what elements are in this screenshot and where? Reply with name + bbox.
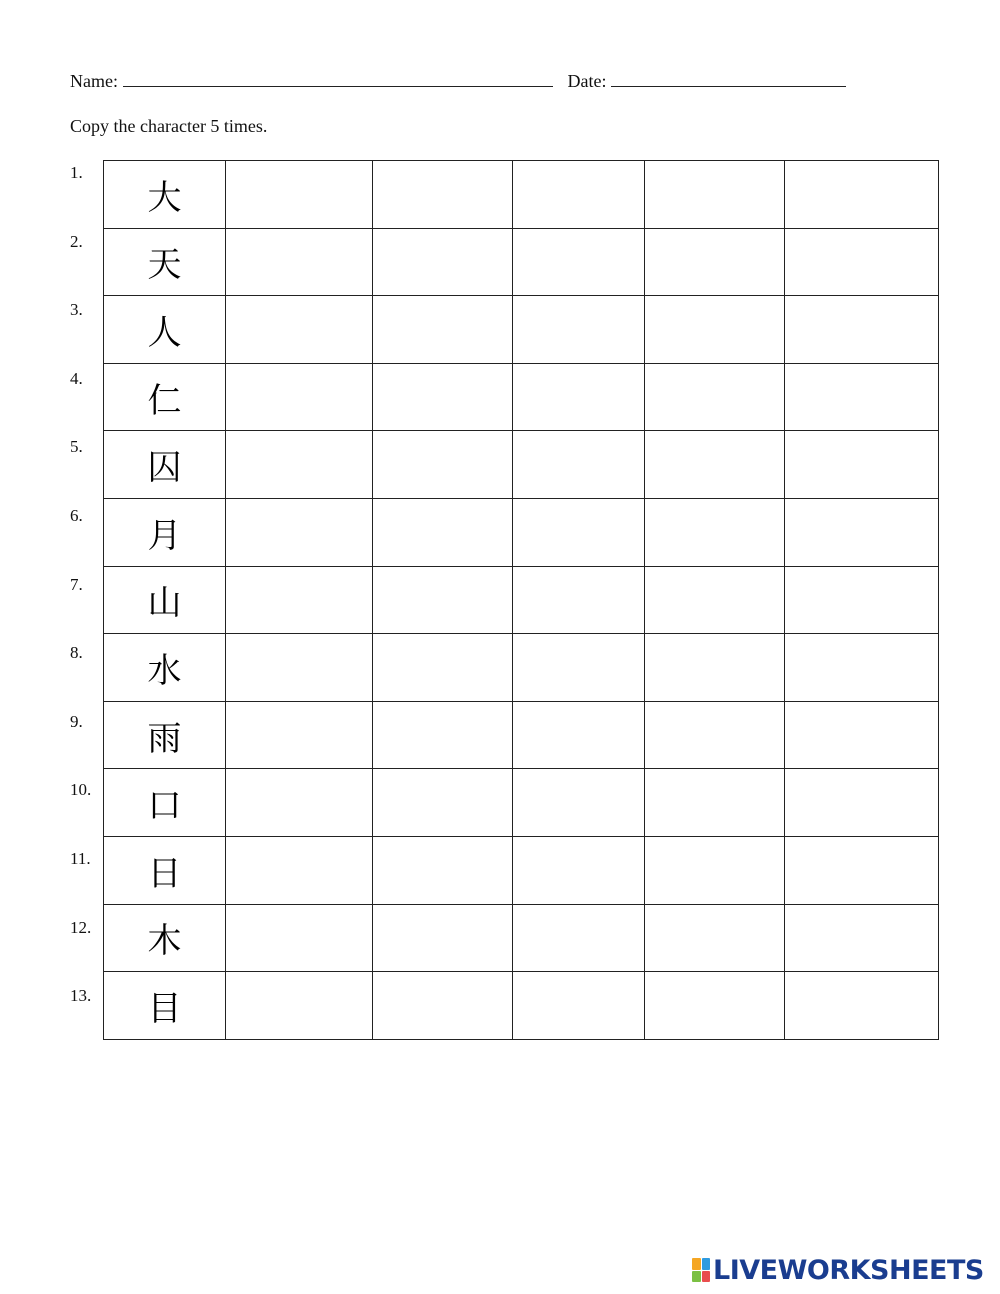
practice-cell[interactable]	[645, 296, 785, 364]
practice-cell[interactable]	[785, 228, 939, 296]
model-character: 雨	[104, 701, 226, 769]
practice-cell[interactable]	[645, 836, 785, 904]
practice-cell[interactable]	[785, 498, 939, 566]
model-character: 月	[104, 498, 226, 566]
practice-cell[interactable]	[785, 769, 939, 837]
row-number: 1.	[70, 163, 83, 182]
practice-cell[interactable]	[513, 161, 645, 229]
practice-cell[interactable]	[373, 296, 513, 364]
model-character: 囚	[104, 431, 226, 499]
practice-cell[interactable]	[373, 161, 513, 229]
practice-cell[interactable]	[645, 363, 785, 431]
practice-cell[interactable]	[226, 296, 373, 364]
grid-row	[104, 431, 939, 499]
practice-cell[interactable]	[226, 566, 373, 634]
grid-row	[104, 498, 939, 566]
practice-cell[interactable]	[785, 634, 939, 702]
model-character: 山	[104, 566, 226, 634]
grid-row	[104, 363, 939, 431]
grid-row	[104, 296, 939, 364]
practice-cell[interactable]	[226, 769, 373, 837]
name-label: Name:	[70, 71, 118, 91]
model-character: 水	[104, 634, 226, 702]
practice-cell[interactable]	[226, 972, 373, 1040]
practice-cell[interactable]	[226, 498, 373, 566]
logo-mark-square	[692, 1258, 701, 1270]
row-number: 13.	[70, 986, 92, 1006]
practice-cell[interactable]	[785, 904, 939, 972]
practice-cell[interactable]	[785, 972, 939, 1040]
grid-row	[104, 701, 939, 769]
grid-row	[104, 161, 939, 229]
practice-cell[interactable]	[373, 228, 513, 296]
practice-cell[interactable]	[226, 363, 373, 431]
practice-cell[interactable]	[373, 904, 513, 972]
model-character: 仁	[104, 363, 226, 431]
logo-text: LIVEWORKSHEETS	[713, 1254, 984, 1286]
name-field[interactable]	[123, 70, 553, 87]
practice-cell[interactable]	[645, 161, 785, 229]
date-label: Date:	[567, 71, 607, 91]
practice-cell[interactable]	[513, 634, 645, 702]
grid-row	[104, 972, 939, 1040]
practice-cell[interactable]	[226, 904, 373, 972]
practice-cell[interactable]	[785, 701, 939, 769]
practice-cell[interactable]	[785, 363, 939, 431]
practice-cell[interactable]	[513, 228, 645, 296]
practice-cell[interactable]	[226, 161, 373, 229]
grid-row	[104, 904, 939, 972]
practice-cell[interactable]	[226, 634, 373, 702]
practice-cell[interactable]	[226, 701, 373, 769]
practice-cell[interactable]	[785, 296, 939, 364]
row-number: 8.	[70, 643, 83, 663]
row-number: 3.	[70, 300, 83, 320]
grid-row	[104, 634, 939, 702]
practice-cell[interactable]	[373, 701, 513, 769]
practice-cell[interactable]	[513, 296, 645, 364]
practice-cell[interactable]	[226, 228, 373, 296]
row-number: 12.	[70, 917, 92, 937]
row-number: 11.	[70, 849, 91, 868]
row-number: 9.	[70, 711, 83, 731]
practice-cell[interactable]	[645, 634, 785, 702]
practice-cell[interactable]	[645, 431, 785, 499]
practice-cell[interactable]	[513, 431, 645, 499]
grid-row	[104, 836, 939, 904]
model-character: 木	[104, 904, 226, 972]
model-character: 大	[104, 161, 226, 229]
practice-cell[interactable]	[645, 566, 785, 634]
practice-cell[interactable]	[373, 498, 513, 566]
grid-row	[104, 566, 939, 634]
row-number: 6.	[70, 506, 83, 525]
practice-cell[interactable]	[513, 498, 645, 566]
practice-cell[interactable]	[645, 904, 785, 972]
practice-cell[interactable]	[785, 566, 939, 634]
model-character: 口	[104, 769, 226, 837]
practice-cell[interactable]	[373, 972, 513, 1040]
grid-row	[104, 769, 939, 837]
logo-mark-square	[692, 1271, 701, 1283]
model-character: 目	[104, 972, 226, 1040]
logo-mark-square	[702, 1258, 711, 1270]
practice-cell[interactable]	[645, 769, 785, 837]
row-number: 2.	[70, 231, 83, 251]
practice-cell[interactable]	[373, 836, 513, 904]
practice-cell[interactable]	[513, 566, 645, 634]
practice-cell[interactable]	[785, 431, 939, 499]
grid-row	[104, 228, 939, 296]
practice-cell[interactable]	[226, 836, 373, 904]
character-practice-grid	[103, 160, 939, 1040]
practice-cell[interactable]	[645, 972, 785, 1040]
practice-cell[interactable]	[645, 701, 785, 769]
practice-cell[interactable]	[513, 904, 645, 972]
practice-cell[interactable]	[645, 228, 785, 296]
practice-cell[interactable]	[785, 161, 939, 229]
practice-cell[interactable]	[226, 431, 373, 499]
model-character: 日	[104, 836, 226, 904]
liveworksheets-logo	[692, 1255, 984, 1285]
practice-cell[interactable]	[513, 972, 645, 1040]
instruction-text: Copy the character 5 times.	[70, 116, 268, 136]
practice-cell[interactable]	[645, 498, 785, 566]
practice-cell[interactable]	[785, 836, 939, 904]
practice-cell[interactable]	[373, 431, 513, 499]
liveworksheets-logo-icon	[692, 1258, 710, 1282]
header-line	[70, 70, 846, 92]
practice-cell[interactable]	[373, 769, 513, 837]
row-number: 7.	[70, 574, 83, 594]
practice-cell[interactable]	[373, 634, 513, 702]
logo-mark-square	[702, 1271, 711, 1283]
model-character: 天	[104, 228, 226, 296]
row-number: 4.	[70, 368, 83, 388]
practice-cell[interactable]	[373, 363, 513, 431]
practice-cell[interactable]	[513, 836, 645, 904]
model-character: 人	[104, 296, 226, 364]
date-field[interactable]	[611, 70, 846, 87]
practice-cell[interactable]	[513, 769, 645, 837]
row-number: 10.	[70, 780, 92, 800]
row-number: 5.	[70, 437, 83, 457]
practice-cell[interactable]	[513, 363, 645, 431]
practice-cell[interactable]	[513, 701, 645, 769]
practice-cell[interactable]	[373, 566, 513, 634]
